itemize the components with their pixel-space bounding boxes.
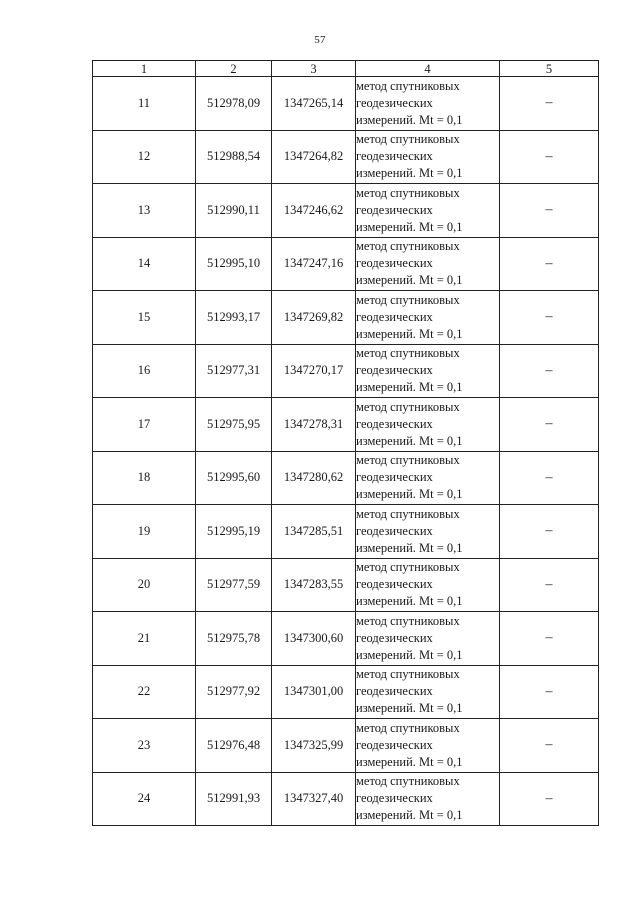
method-line: геодезических bbox=[356, 202, 433, 217]
table-row bbox=[93, 558, 599, 612]
method-line: измерений. Mt = 0,1 bbox=[356, 112, 463, 127]
coordinates-table bbox=[92, 60, 599, 826]
method-description bbox=[356, 719, 500, 773]
coordinate-x: 512993,17 bbox=[196, 291, 272, 345]
method-line: метод спутниковых bbox=[356, 132, 460, 147]
method-line: метод спутниковых bbox=[356, 239, 460, 254]
method-line: измерений. Mt = 0,1 bbox=[356, 754, 463, 769]
note-value: – bbox=[500, 291, 599, 345]
table-row bbox=[93, 344, 599, 398]
method-description bbox=[356, 184, 500, 238]
method-line: измерений. Mt = 0,1 bbox=[356, 433, 463, 448]
method-description bbox=[356, 451, 500, 505]
table-row bbox=[93, 505, 599, 559]
table-row bbox=[93, 184, 599, 238]
table-header-row bbox=[93, 61, 599, 77]
coordinate-x: 512975,95 bbox=[196, 398, 272, 452]
point-number: 15 bbox=[93, 291, 196, 345]
coordinate-y: 1347270,17 bbox=[272, 344, 356, 398]
method-line: измерений. Mt = 0,1 bbox=[356, 808, 463, 823]
method-line: геодезических bbox=[356, 737, 433, 752]
coordinate-x: 512995,19 bbox=[196, 505, 272, 559]
method-description bbox=[356, 558, 500, 612]
method-description bbox=[356, 505, 500, 559]
method-line: метод спутниковых bbox=[356, 613, 460, 628]
note-value: – bbox=[500, 665, 599, 719]
note-value: – bbox=[500, 237, 599, 291]
method-line: метод спутниковых bbox=[356, 453, 460, 468]
table-row bbox=[93, 398, 599, 452]
method-line: геодезических bbox=[356, 95, 433, 110]
coordinate-y: 1347247,16 bbox=[272, 237, 356, 291]
note-value: – bbox=[500, 398, 599, 452]
coordinate-y: 1347265,14 bbox=[272, 77, 356, 131]
method-line: измерений. Mt = 0,1 bbox=[356, 273, 463, 288]
method-line: измерений. Mt = 0,1 bbox=[356, 380, 463, 395]
method-line: геодезических bbox=[356, 684, 433, 699]
point-number: 22 bbox=[93, 665, 196, 719]
column-header: 1 bbox=[93, 61, 196, 77]
point-number: 23 bbox=[93, 719, 196, 773]
table-row bbox=[93, 130, 599, 184]
coordinate-x: 512990,11 bbox=[196, 184, 272, 238]
coordinate-y: 1347278,31 bbox=[272, 398, 356, 452]
method-line: метод спутниковых bbox=[356, 399, 460, 414]
method-line: измерений. Mt = 0,1 bbox=[356, 594, 463, 609]
method-line: геодезических bbox=[356, 577, 433, 592]
point-number: 21 bbox=[93, 612, 196, 666]
method-line: измерений. Mt = 0,1 bbox=[356, 326, 463, 341]
method-line: метод спутниковых bbox=[356, 292, 460, 307]
method-line: метод спутниковых bbox=[356, 78, 460, 93]
method-line: измерений. Mt = 0,1 bbox=[356, 219, 463, 234]
coordinate-x: 512977,31 bbox=[196, 344, 272, 398]
point-number: 11 bbox=[93, 77, 196, 131]
coordinate-y: 1347327,40 bbox=[272, 772, 356, 826]
coordinate-x: 512975,78 bbox=[196, 612, 272, 666]
method-line: метод спутниковых bbox=[356, 774, 460, 789]
point-number: 24 bbox=[93, 772, 196, 826]
coordinate-x: 512988,54 bbox=[196, 130, 272, 184]
method-line: измерений. Mt = 0,1 bbox=[356, 166, 463, 181]
method-line: геодезических bbox=[356, 363, 433, 378]
table-row bbox=[93, 451, 599, 505]
column-header: 5 bbox=[500, 61, 599, 77]
point-number: 19 bbox=[93, 505, 196, 559]
point-number: 20 bbox=[93, 558, 196, 612]
coordinate-x: 512991,93 bbox=[196, 772, 272, 826]
table-row bbox=[93, 719, 599, 773]
method-description bbox=[356, 772, 500, 826]
method-line: метод спутниковых bbox=[356, 506, 460, 521]
method-description bbox=[356, 344, 500, 398]
coordinate-y: 1347269,82 bbox=[272, 291, 356, 345]
method-line: метод спутниковых bbox=[356, 346, 460, 361]
table-row bbox=[93, 665, 599, 719]
note-value: – bbox=[500, 451, 599, 505]
coordinate-y: 1347301,00 bbox=[272, 665, 356, 719]
method-description bbox=[356, 77, 500, 131]
table-row bbox=[93, 77, 599, 131]
note-value: – bbox=[500, 772, 599, 826]
table-row bbox=[93, 772, 599, 826]
coordinate-x: 512995,60 bbox=[196, 451, 272, 505]
table-row bbox=[93, 291, 599, 345]
column-header: 2 bbox=[196, 61, 272, 77]
point-number: 13 bbox=[93, 184, 196, 238]
method-line: геодезических bbox=[356, 416, 433, 431]
note-value: – bbox=[500, 719, 599, 773]
column-header: 4 bbox=[356, 61, 500, 77]
coordinate-y: 1347246,62 bbox=[272, 184, 356, 238]
method-line: геодезических bbox=[356, 791, 433, 806]
coordinate-y: 1347325,99 bbox=[272, 719, 356, 773]
coordinate-y: 1347280,62 bbox=[272, 451, 356, 505]
method-line: метод спутниковых bbox=[356, 667, 460, 682]
method-line: метод спутниковых bbox=[356, 185, 460, 200]
point-number: 18 bbox=[93, 451, 196, 505]
method-line: геодезических bbox=[356, 470, 433, 485]
coordinate-x: 512976,48 bbox=[196, 719, 272, 773]
note-value: – bbox=[500, 505, 599, 559]
point-number: 16 bbox=[93, 344, 196, 398]
method-description bbox=[356, 130, 500, 184]
method-line: геодезических bbox=[356, 309, 433, 324]
coordinate-y: 1347285,51 bbox=[272, 505, 356, 559]
method-line: геодезических bbox=[356, 630, 433, 645]
coordinate-x: 512995,10 bbox=[196, 237, 272, 291]
method-line: измерений. Mt = 0,1 bbox=[356, 647, 463, 662]
table-body bbox=[93, 77, 599, 826]
method-description bbox=[356, 291, 500, 345]
method-description bbox=[356, 612, 500, 666]
method-line: геодезических bbox=[356, 256, 433, 271]
coordinate-y: 1347283,55 bbox=[272, 558, 356, 612]
method-line: метод спутниковых bbox=[356, 560, 460, 575]
method-line: измерений. Mt = 0,1 bbox=[356, 487, 463, 502]
coordinate-y: 1347264,82 bbox=[272, 130, 356, 184]
method-line: измерений. Mt = 0,1 bbox=[356, 540, 463, 555]
note-value: – bbox=[500, 344, 599, 398]
column-header: 3 bbox=[272, 61, 356, 77]
coordinate-y: 1347300,60 bbox=[272, 612, 356, 666]
table-row bbox=[93, 237, 599, 291]
method-line: геодезических bbox=[356, 523, 433, 538]
note-value: – bbox=[500, 184, 599, 238]
method-line: измерений. Mt = 0,1 bbox=[356, 701, 463, 716]
note-value: – bbox=[500, 558, 599, 612]
method-description bbox=[356, 665, 500, 719]
note-value: – bbox=[500, 130, 599, 184]
point-number: 17 bbox=[93, 398, 196, 452]
coordinate-x: 512978,09 bbox=[196, 77, 272, 131]
note-value: – bbox=[500, 77, 599, 131]
page-number: 57 bbox=[314, 34, 326, 46]
point-number: 12 bbox=[93, 130, 196, 184]
method-line: геодезических bbox=[356, 149, 433, 164]
coordinate-x: 512977,59 bbox=[196, 558, 272, 612]
method-description bbox=[356, 237, 500, 291]
method-line: метод спутниковых bbox=[356, 720, 460, 735]
table-row bbox=[93, 612, 599, 666]
coordinate-x: 512977,92 bbox=[196, 665, 272, 719]
point-number: 14 bbox=[93, 237, 196, 291]
method-description bbox=[356, 398, 500, 452]
note-value: – bbox=[500, 612, 599, 666]
